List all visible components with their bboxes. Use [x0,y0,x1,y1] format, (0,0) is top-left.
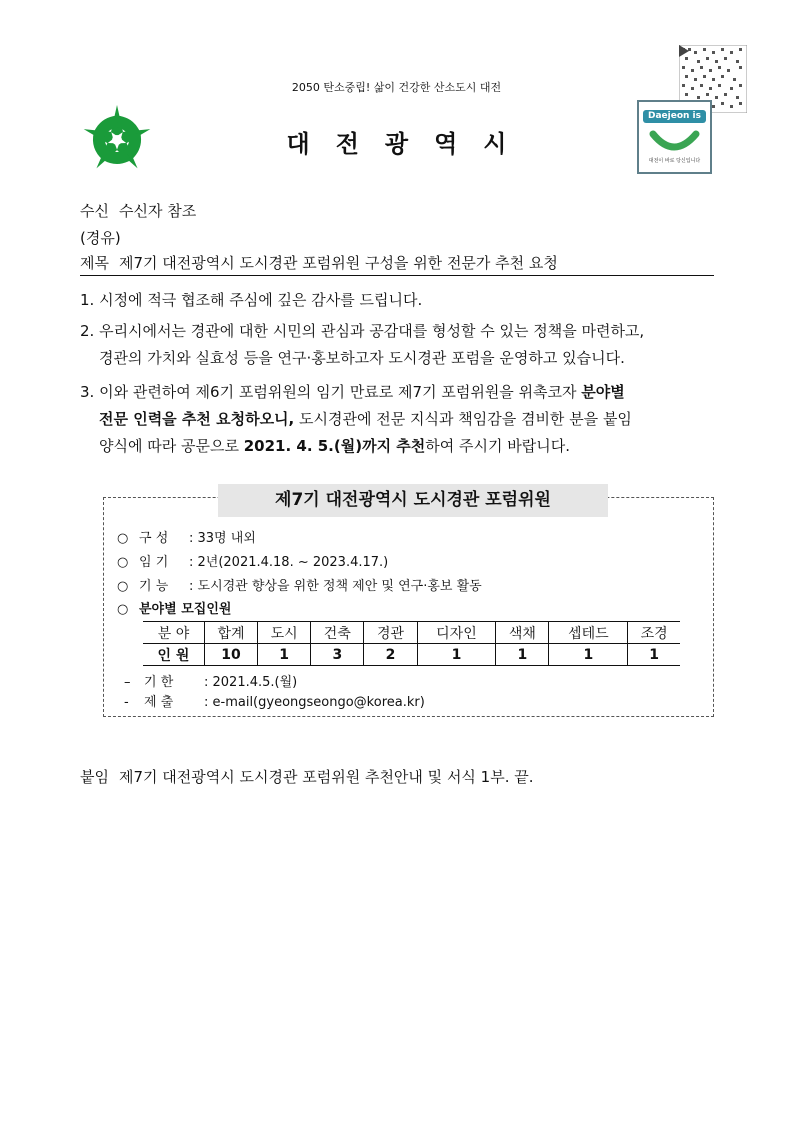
submission-value: : e-mail(gyeongseongo@korea.kr) [204,695,425,710]
deadline-item [124,671,297,690]
table-header-cell: 조경 [628,622,680,644]
table-header-cell: 디자인 [417,622,496,644]
info-item-label: 구 성 [139,531,169,546]
deadline-label: 기 한 [144,675,174,690]
via-row: (경유) [80,229,121,247]
dash-bullet: - [124,695,129,710]
subject-label: 제목 [80,254,109,272]
table-header-cell: 도시 [258,622,311,644]
bullet-circle-icon: ○ [117,602,129,617]
table-header-cell: 색채 [496,622,549,644]
p3-text-d: 도시경관에 전문 지식과 책임감을 겸비한 분을 붙임 [294,410,632,428]
attachment-value: 제7기 대전광역시 도시경관 포럼위원 추천안내 및 서식 1부. 끝. [118,768,534,786]
brand-logo-text: Daejeon is U [647,111,701,134]
paragraph-2 [80,318,720,372]
table-cell: 1 [549,644,628,666]
daejeon-is-u-logo [637,100,712,174]
table-header-cell: 분 야 [143,622,204,644]
paragraph-2-line-1: 2. 우리시에서는 경관에 대한 시민의 관심과 공감대를 형성할 수 있는 정책을 마련하고, [80,322,645,340]
info-item-function [117,575,482,594]
recipient-label: 수신 [80,202,109,220]
dash-bullet: – [124,675,131,690]
table-cell: 3 [311,644,364,666]
table-header-cell: 경관 [364,622,417,644]
info-item-value: : 33명 내외 [189,531,256,546]
submission-item [124,691,425,710]
p3-text-g: 하여 주시기 바랍니다. [425,437,570,455]
table-header-row [143,622,680,644]
info-box-title: 제7기 대전광역시 도시경관 포럼위원 [218,484,608,517]
table-row [143,644,680,666]
paragraph-3 [80,379,720,460]
table-header-cell: 셉테드 [549,622,628,644]
bullet-circle-icon: ○ [117,555,129,570]
p3-text-a: 3. 이와 관련하여 제6기 포럼위원의 임기 만료로 제7기 포럼위원을 위촉코자 [80,383,582,401]
info-item-value: : 도시경관 향상을 위한 정책 제안 및 연구·홍보 활동 [189,579,482,594]
subject-value: 제7기 대전광역시 도시경관 포럼위원 구성을 위한 전문가 추천 요청 [118,254,558,272]
info-item-label: 기 능 [139,579,169,594]
paragraph-2-line-2: 경관의 가치와 실효성 등을 연구·홍보하고자 도시경관 포럼을 운영하고 있습니다. [99,349,625,367]
recipient-value: 수신자 참조 [118,202,197,220]
attachment-row [80,766,534,787]
paragraph-1: 1. 시정에 적극 협조해 주심에 깊은 감사를 드립니다. [80,291,423,309]
info-item-composition [117,527,256,546]
p3-deadline-emphasis: 2021. 4. 5.(월)까지 추천 [243,437,426,455]
table-cell: 1 [496,644,549,666]
info-item-term [117,551,388,570]
slogan: 2050 탄소중립! 삶이 건강한 산소도시 대전 [291,81,502,94]
bullet-circle-icon: ○ [117,579,129,594]
attachment-label: 붙임 [80,768,109,786]
info-item-label: 임 기 [139,555,169,570]
recruit-label: 분야별 모집인원 [139,602,232,617]
table-cell: 1 [628,644,680,666]
subject-row [80,252,713,273]
table-header-cell: 건축 [311,622,364,644]
table-cell: 10 [204,644,257,666]
table-cell: 1 [417,644,496,666]
brand-logo-subtext: 대전이 바로 당신입니다 [648,158,701,164]
table-cell: 2 [364,644,417,666]
p3-text-e: 양식에 따라 공문으로 [99,437,244,455]
info-item-recruit [117,598,231,617]
table-cell: 인 원 [143,644,204,666]
recipient-row [80,200,196,221]
subject-divider [80,275,714,276]
submission-label: 제 출 [144,695,174,710]
org-name: 대전광역시 [286,130,533,158]
daejeon-emblem-logo [80,103,154,173]
bullet-circle-icon: ○ [117,531,129,546]
deadline-value: : 2021.4.5.(월) [204,675,298,690]
info-item-value: : 2년(2021.4.18. ~ 2023.4.17.) [189,555,389,570]
recruitment-table [143,621,680,666]
table-header-cell: 합계 [204,622,257,644]
table-cell: 1 [258,644,311,666]
p3-emphasis-1: 분야별 [581,383,625,401]
p3-emphasis-2: 전문 인력을 추천 요청하오니, [99,410,295,428]
